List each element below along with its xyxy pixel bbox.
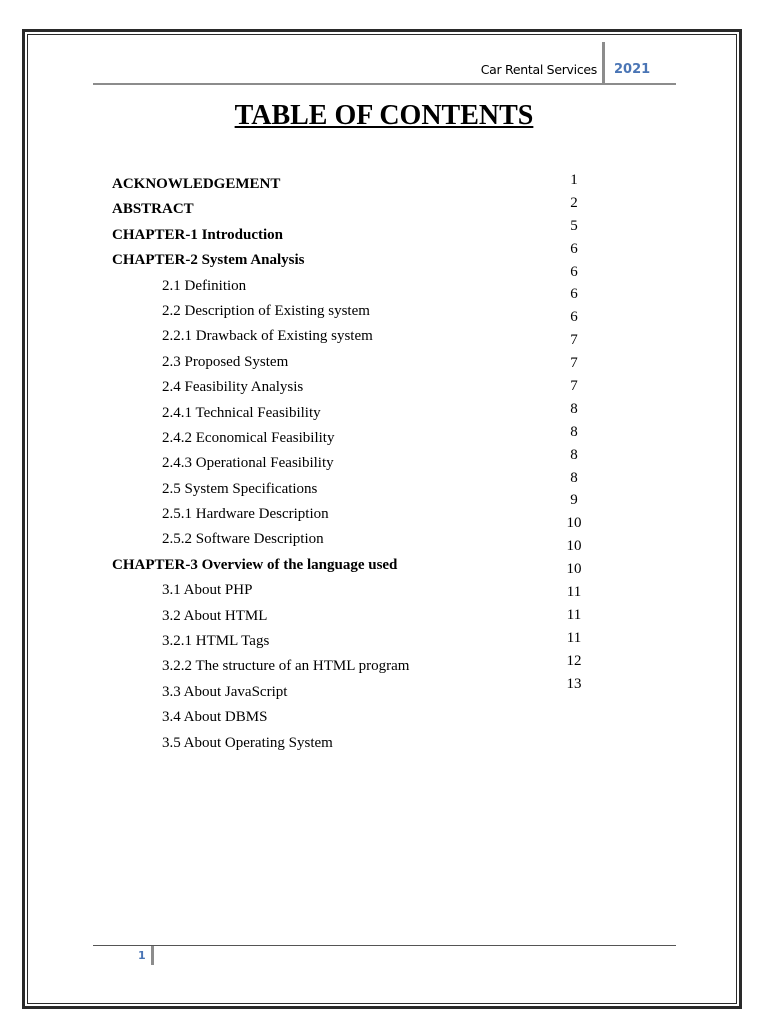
toc-page-number: 8 (570, 446, 578, 463)
toc-section-entry: 2.3 Proposed System (162, 353, 289, 370)
toc-page-number: 6 (570, 263, 578, 280)
toc-section-entry: 2.4 Feasibility Analysis (162, 379, 304, 396)
toc-section-entry: 2.4.1 Technical Feasibility (162, 404, 321, 421)
toc-page-number: 7 (570, 332, 578, 349)
toc-page-number: 11 (566, 606, 582, 623)
toc-section-entry: 3.4 About DBMS (162, 709, 268, 726)
toc-section-entry: 3.2.1 HTML Tags (162, 633, 270, 650)
toc-page-number: 6 (570, 240, 578, 257)
toc-section-entry: 2.5 System Specifications (162, 480, 318, 497)
header-divider (602, 42, 605, 84)
toc-page-number: 7 (570, 355, 578, 372)
footer-rule (93, 945, 676, 946)
toc-page-number: 10 (566, 538, 582, 555)
toc-section-entry: 3.1 About PHP (162, 582, 253, 599)
toc-section-entry: 3.5 About Operating System (162, 734, 333, 751)
footer-page-number: 1 (138, 949, 146, 962)
toc-page-number: 12 (566, 652, 582, 669)
toc-page-number: 9 (570, 492, 578, 509)
footer-divider (151, 946, 154, 965)
toc-chapter-entry: CHAPTER-3 Overview of the language used (112, 556, 398, 573)
toc-chapter-entry: ABSTRACT (112, 201, 194, 218)
toc-entries (0, 172, 768, 756)
header-rule (93, 83, 676, 85)
toc-chapter-entry: CHAPTER-2 System Analysis (112, 252, 305, 269)
toc-page-number: 8 (570, 469, 578, 486)
toc-section-entry: 3.2 About HTML (162, 607, 268, 624)
toc-section-entry: 2.5.2 Software Description (162, 531, 324, 548)
toc-page-number: 2 (570, 194, 578, 211)
toc-page-number: 10 (566, 561, 582, 578)
toc-section-entry: 3.2.2 The structure of an HTML program (162, 658, 410, 675)
toc-page-number: 10 (566, 515, 582, 532)
toc-page-number: 5 (570, 217, 578, 234)
toc-section-entry: 2.2 Description of Existing system (162, 302, 370, 319)
toc-section-entry: 2.2.1 Drawback of Existing system (162, 328, 373, 345)
toc-page-number: 8 (570, 400, 578, 417)
toc-page-number: 11 (566, 629, 582, 646)
toc-page-number: 6 (570, 286, 578, 303)
toc-page-numbers (550, 169, 598, 695)
toc-chapter-entry: CHAPTER-1 Introduction (112, 226, 283, 243)
toc-section-entry: 2.5.1 Hardware Description (162, 506, 329, 523)
toc-section-entry: 2.4.2 Economical Feasibility (162, 429, 335, 446)
toc-section-entry: 2.1 Definition (162, 277, 247, 294)
toc-page-number: 13 (566, 675, 582, 692)
header-title: Car Rental Services (480, 62, 597, 77)
toc-chapter-entry: ACKNOWLEDGEMENT (112, 176, 281, 192)
toc-page-number: 6 (570, 309, 578, 326)
header-year: 2021 (614, 62, 651, 77)
toc-section-entry: 2.4.3 Operational Feasibility (162, 455, 334, 472)
toc-page-number: 8 (570, 423, 578, 440)
toc-page-number: 7 (570, 378, 578, 395)
toc-page-number: 11 (566, 584, 582, 601)
page-title: TABLE OF CONTENTS (234, 100, 534, 131)
toc-section-entry: 3.3 About JavaScript (162, 683, 288, 700)
toc-page-number: 1 (570, 172, 578, 188)
